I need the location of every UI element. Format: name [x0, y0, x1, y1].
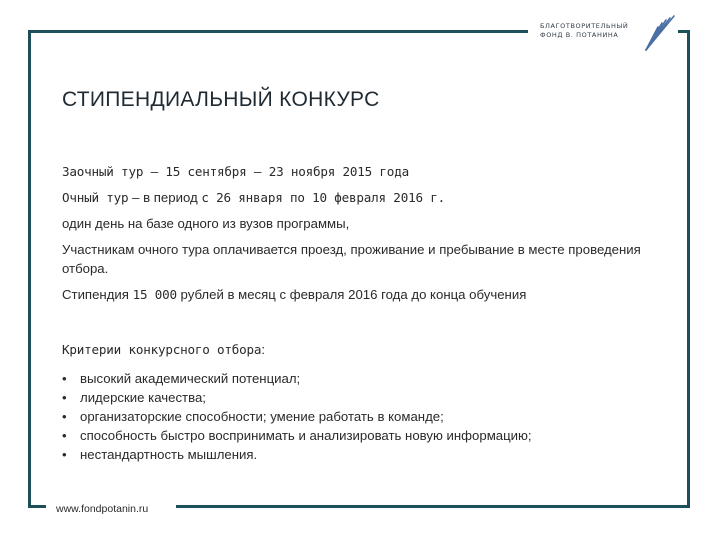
slide-title: СТИПЕНДИАЛЬНЫЙ КОНКУРС [62, 88, 380, 111]
logo-line-2: ФОНД В. ПОТАНИНА [540, 31, 619, 39]
list-item: • высокий академический потенциал; [62, 369, 672, 388]
stipend-lead: Стипендия [62, 287, 133, 302]
logo-line-1: БЛАГОТВОРИТЕЛЬНЫЙ [540, 22, 629, 30]
expenses-note: Участникам очного тура оплачивается проезд, проживание и пребывание в месте проведения отбора. [62, 242, 641, 276]
stipend-amount: 15 000 [132, 287, 177, 302]
stipend-note [62, 285, 672, 304]
criteria-heading-text: Критерии конкурсного отбора [62, 342, 262, 357]
footer-url[interactable]: www.fondpotanin.ru [56, 503, 149, 515]
in-person-round-dates: с 26 января по 10 февраля 2016 г. [201, 190, 445, 205]
list-item: • лидерские качества; [62, 388, 672, 407]
correspondence-round [62, 162, 672, 181]
in-person-round-mid: – в период [128, 190, 202, 205]
in-person-round-label: Очный тур [62, 190, 129, 205]
correspondence-round-text: Заочный тур – 15 сентября – 23 ноября 2015 года [62, 164, 409, 179]
logo-text [540, 22, 628, 40]
criteria-heading-colon: : [261, 342, 265, 357]
radiating-lines-icon [640, 14, 680, 54]
list-item: • способность быстро воспринимать и анализировать новую информацию; [62, 426, 672, 445]
list-item: • нестандартность мышления. [62, 445, 672, 464]
fund-logo [540, 14, 690, 54]
criteria-list [62, 369, 672, 464]
in-person-round [62, 188, 672, 207]
criteria-heading [62, 340, 672, 359]
list-item: • организаторские способности; умение работать в команде; [62, 407, 672, 426]
venue-note: один день на базе одного из вузов программы, [62, 216, 350, 231]
stipend-tail: рублей в месяц с февраля 2016 года до конца обучения [176, 287, 527, 302]
slide-body [62, 162, 672, 464]
